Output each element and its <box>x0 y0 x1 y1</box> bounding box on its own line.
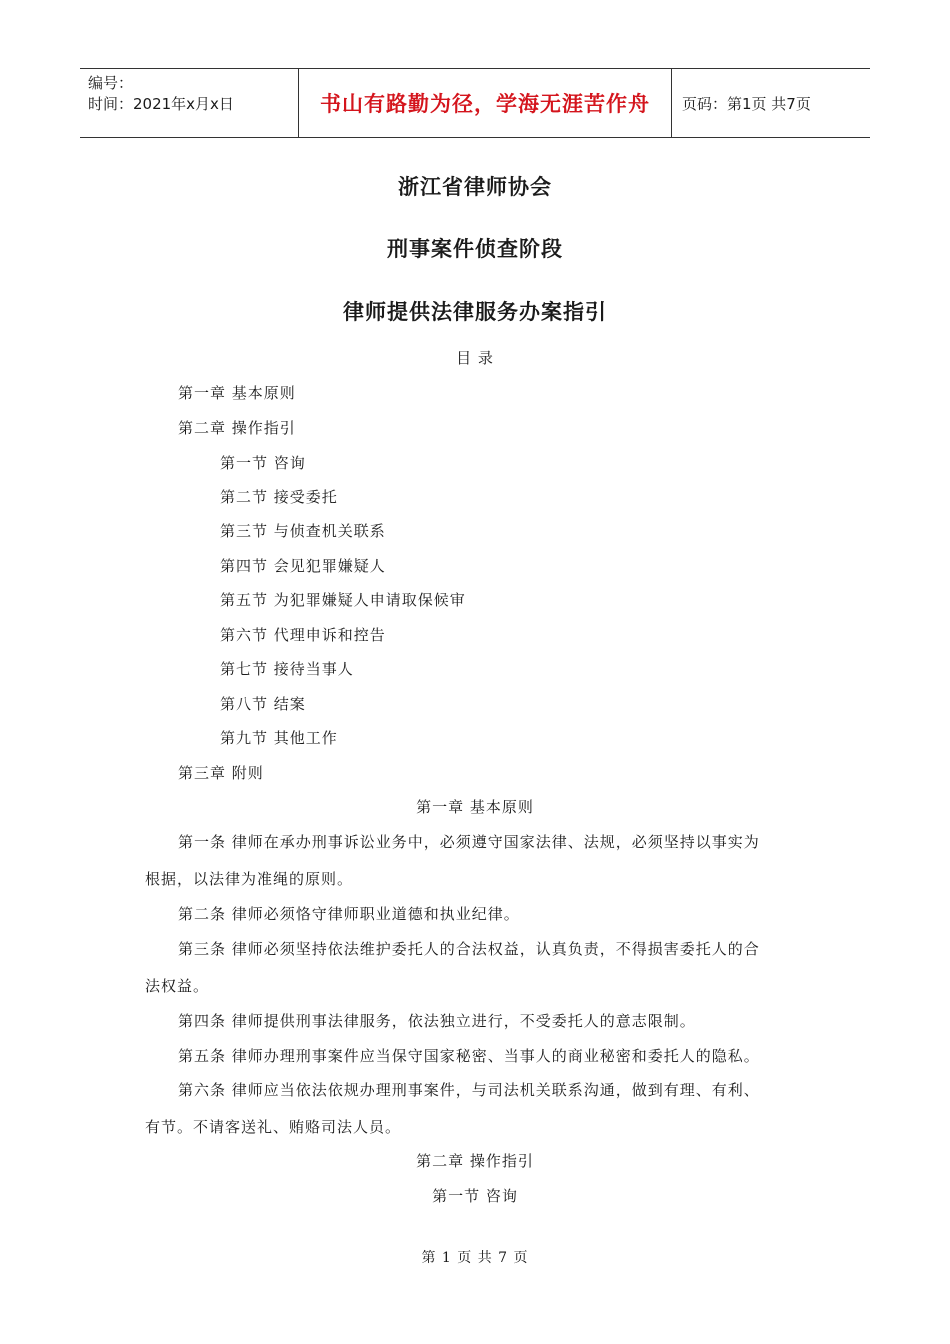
article-2: 第二条 律师必须恪守律师职业道德和执业纪律。 <box>178 905 520 923</box>
article-6-line-1: 第六条 律师应当依法依规办理刑事案件，与司法机关联系沟通，做到有理、有利、 <box>178 1081 760 1099</box>
article-6-line-2: 有节。不请客送礼、贿赂司法人员。 <box>145 1118 402 1136</box>
section-1-heading: 第一节 咨询 <box>432 1187 518 1205</box>
doc-number-label: 编号： <box>88 74 134 92</box>
title-org: 浙江省律师协会 <box>398 175 552 199</box>
toc-chapter-3: 第三章 附则 <box>178 764 264 782</box>
title-stage: 刑事案件侦查阶段 <box>387 237 563 261</box>
doc-time-label: 时间：2021年x月x日 <box>88 95 234 113</box>
article-1-line-1: 第一条 律师在承办刑事诉讼业务中，必须遵守国家法律、法规，必须坚持以事实为 <box>178 833 760 851</box>
header-meta <box>80 69 299 137</box>
toc-heading: 目 录 <box>456 349 494 367</box>
toc-section-8: 第八节 结案 <box>220 695 306 713</box>
page-header <box>80 68 870 138</box>
toc-chapter-2: 第二章 操作指引 <box>178 419 296 437</box>
article-3-line-2: 法权益。 <box>145 977 210 995</box>
header-page-info: 页码：第1页 共7页 <box>682 94 811 113</box>
page-footer: 第 1 页 共 7 页 <box>421 1250 529 1266</box>
toc-chapter-1: 第一章 基本原则 <box>178 384 296 402</box>
chapter-2-heading: 第二章 操作指引 <box>416 1152 534 1170</box>
article-4: 第四条 律师提供刑事法律服务，依法独立进行，不受委托人的意志限制。 <box>178 1012 696 1030</box>
article-5: 第五条 律师办理刑事案件应当保守国家秘密、当事人的商业秘密和委托人的隐私。 <box>178 1047 760 1065</box>
toc-section-6: 第六节 代理申诉和控告 <box>220 626 386 644</box>
toc-section-9: 第九节 其他工作 <box>220 729 338 747</box>
article-3-line-1: 第三条 律师必须坚持依法维护委托人的合法权益，认真负责，不得损害委托人的合 <box>178 940 760 958</box>
toc-section-1: 第一节 咨询 <box>220 454 306 472</box>
chapter-1-heading: 第一章 基本原则 <box>416 798 534 816</box>
article-1-line-2: 根据，以法律为准绳的原则。 <box>145 870 354 888</box>
toc-section-5: 第五节 为犯罪嫌疑人申请取保候审 <box>220 591 466 609</box>
title-guide: 律师提供法律服务办案指引 <box>343 300 607 324</box>
toc-section-3: 第三节 与侦查机关联系 <box>220 522 386 540</box>
toc-section-4: 第四节 会见犯罪嫌疑人 <box>220 557 386 575</box>
header-motto: 书山有路勤为径，学海无涯苦作舟 <box>299 69 672 137</box>
toc-section-7: 第七节 接待当事人 <box>220 660 354 678</box>
toc-section-2: 第二节 接受委托 <box>220 488 338 506</box>
